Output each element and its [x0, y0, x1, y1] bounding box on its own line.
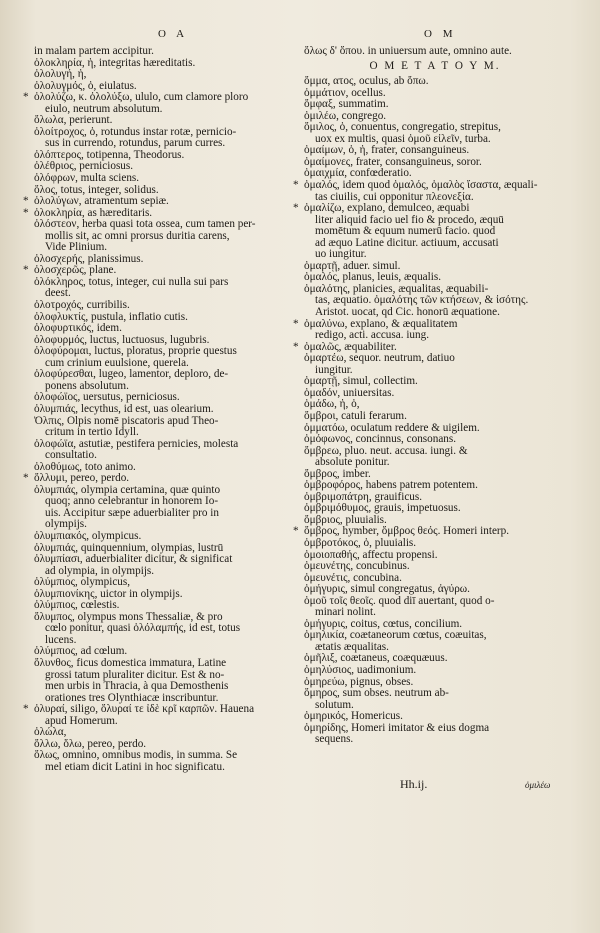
- entry-text: cœlo ponitur, quasi ὁλόλαμπής, id est, totus: [45, 622, 241, 635]
- entry-text: ὁμαλότης, planicies, æqualitas, æquabili-: [304, 282, 489, 295]
- entry-text: ὀλόφρων, multa sciens.: [34, 172, 140, 185]
- entry-text: ὀλυμπιάς, quinquennium, olympias, lustrū: [34, 541, 224, 554]
- asterisk-mark: *: [23, 91, 29, 104]
- entry-text: sus in currendo, rotundus, parum curres.: [45, 137, 226, 150]
- entry-text: ὁμάδω, ἡ, ὁ,: [304, 398, 360, 411]
- entry-text: ὅλως, omnino, omnibus modis, in summa. Se: [34, 749, 238, 762]
- entry-text: men urbis in Thracia, à qua Demosthenis: [45, 680, 229, 693]
- entry-text: ὀλοθύμως, toto animo.: [34, 460, 136, 473]
- entry-text: ὀμβριμοπάτρη, grauificus.: [304, 490, 423, 503]
- entry-text: ὀλοφύρεσθαι, lugeo, lamentor, deploro, de-: [34, 368, 229, 381]
- entry-text: ὀλοσχερής, planissimus.: [34, 252, 144, 265]
- entry-line: [34, 762, 296, 774]
- asterisk-mark: *: [23, 472, 29, 485]
- entry-text: ὀλυμπίασι, aduerbialiter dicitur, & significat: [34, 553, 233, 566]
- entry-text: ad æquo Latine dicitur. actiuum, accusati: [315, 236, 499, 249]
- entry-text: liter aliquid facio uel fio & procedo, æquū: [315, 213, 504, 226]
- entry-text: redigo, acti. accusa. iung.: [315, 329, 430, 342]
- entry-text: mel etiam dicit Latini in hoc significatu.: [45, 760, 225, 773]
- entry-text: ὁμηλικία, coætaneorum cœtus, coæuitas,: [304, 629, 487, 642]
- right-entries: [293, 75, 566, 746]
- catchword: ὀμιλέω: [525, 780, 551, 790]
- entry-text: ὀλοφυρμός, luctus, luctuosus, lugubris.: [34, 333, 210, 346]
- asterisk-mark: *: [293, 317, 299, 330]
- asterisk-mark: *: [23, 703, 29, 716]
- entry-text: ὅμιλος, ὁ, conuentus, congregatio, strepitus,: [304, 121, 501, 134]
- entry-text: ὁμοιοπαθής, affectu propensi.: [304, 548, 438, 561]
- entry-text: ὁμαρτῇ, aduer. simul.: [304, 259, 401, 272]
- entry-text: ὀμβριμόθυμος, grauis, impetuosus.: [304, 502, 461, 515]
- entry-text: ὁμαιχμία, confœderatio.: [304, 167, 412, 180]
- entry-text: ὀλυμπιονίκης, uictor in olympijs.: [34, 587, 183, 600]
- entry-text: ὀλόστεον, herba quasi tota ossea, cum tamen per-: [34, 218, 256, 231]
- entry-text: olympijs.: [45, 518, 87, 531]
- entry-text: ὁμήγυρις, simul congregatus, ἀγύρω.: [304, 583, 470, 596]
- entry-text: ὁμοῦ τοῖς θεοῖς. quod diī auertant, quod o-: [304, 594, 495, 607]
- asterisk-mark: *: [23, 264, 29, 277]
- entry-text: momētum & equum numerū facio. quod: [315, 225, 496, 238]
- section-heading: O M E T A T O Y M.: [369, 59, 501, 72]
- entry-text: orationes tres Olynthiacæ inscribuntur.: [45, 691, 219, 704]
- entry-text: ὀλοκληρία, as hæreditaris.: [34, 206, 153, 219]
- entry-text: ὁμῆλιξ, coætaneus, coæquæuus.: [304, 652, 448, 665]
- entry-text: deest.: [45, 287, 71, 300]
- entry-text: ὄμφαξ, summatim.: [304, 98, 389, 111]
- entry-text: uo iungitur.: [315, 248, 367, 261]
- entry-text: ὄμβρος, imber.: [304, 467, 371, 480]
- entry-text: consultatio.: [45, 449, 97, 462]
- entry-text: ὁμαδόν, uniuersitas.: [304, 386, 395, 399]
- entry-text: ὄλλυμι, pereo, perdo.: [34, 472, 130, 485]
- entry-text: cum crinium euulsione, querela.: [45, 356, 189, 369]
- entry-text: ὁμαλῶς, æquabiliter.: [304, 340, 397, 353]
- entry-text: ὁμαλός, idem quod ὁμαλός, ὁμαλὸς ἴσαστα, æquali-: [304, 179, 538, 192]
- asterisk-mark: *: [293, 525, 299, 538]
- entry-text: ὁμαίμονες, frater, consanguineus, soror.: [304, 155, 482, 168]
- entry-text: tas ciuilis, cui opponitur πλεονεξία.: [315, 190, 474, 203]
- entry-text: solutum.: [315, 698, 354, 711]
- entry-line: [34, 277, 296, 289]
- entry-text: ὁμηρίδης, Homeri imitator & eius dogma: [304, 721, 490, 734]
- entry-text: ὀλοφώϊος, uersutus, perniciosus.: [34, 391, 180, 404]
- entry-text: ὀλόκληρος, totus, integer, cui nulla sui pars: [34, 275, 229, 288]
- entry-text: ὀλολυγμός, ὁ, eiulatus.: [34, 79, 137, 92]
- entry-text: ὀλυμπιάς, lecythus, id est, uas olearium.: [34, 402, 214, 415]
- entry-text: Aristot. uocat, qd Cic. honorū æquatione.: [315, 306, 500, 319]
- entry-text: ὀλύμπιος, ad cœlum.: [34, 645, 128, 658]
- left-column: [23, 45, 296, 773]
- entry-text: ὀλόπτερος, totipenna, Theodorus.: [34, 148, 185, 161]
- entry-text: ὀλοφλυκτίς, pustula, inflatio cutis.: [34, 310, 188, 323]
- entry-text: absolute ponitur.: [315, 456, 390, 469]
- entry-text: Ὀλπις, Olpis nomē piscatoris apud Theo-: [34, 414, 219, 427]
- entry-text: lucens.: [45, 633, 77, 646]
- entry-text: ὄμβριος, pluuialis.: [304, 513, 387, 526]
- entry-text: ὀλολυγή, ἡ,: [34, 68, 87, 81]
- entry-text: ætatis æqualitas.: [315, 640, 389, 653]
- entry-text: ὄλυμπος, olympus mons Thessaliæ, & pro: [34, 610, 223, 623]
- entry-text: ὁμηρεύω, pignus, obses.: [304, 675, 414, 688]
- entry-text: ὀλύμπιος, cœlestis.: [34, 599, 120, 612]
- entry-text: ὄλωλα, perierunt.: [34, 114, 113, 127]
- signature-mark: Hh.ij.: [400, 777, 428, 791]
- entry-text: ὁμαρτῇ, simul, collectim.: [304, 375, 418, 388]
- entry-text: ὁμευνέτης, concubinus.: [304, 560, 410, 573]
- entry-text: ὄμμα, ατος, oculus, ab ὄπω.: [304, 75, 429, 88]
- entry-text: ὀλυμπιάς, olympia certamina, quæ quinto: [34, 483, 221, 496]
- entry-text: ὀμματόω, oculatum reddere & uigilem.: [304, 421, 480, 434]
- entry-text: uox ex multis, quasi ὁμοῦ εἰλεῖν, turba.: [315, 132, 491, 145]
- entry-text: grossi tatum pluraliter dicitur. Est & no-: [45, 668, 225, 681]
- entry-line: [34, 716, 296, 728]
- right-column: [293, 45, 566, 746]
- entry-text: ὀλολύγων, atramentum sepiæ.: [34, 195, 169, 208]
- right-column-top-line: ὅλως δ' ὅπου. in uniuersum aute, omnino aute.: [304, 45, 512, 57]
- entry-text: ὀλοφύρομαι, luctus, ploratus, proprie questus: [34, 345, 237, 358]
- left-running-header: O A: [158, 28, 189, 40]
- entry-text: ὄμβρεω, pluo. neut. accusa. iungi. &: [304, 444, 468, 457]
- entry-line: [304, 734, 566, 746]
- entry-text: ὁμηρικός, Homericus.: [304, 710, 403, 723]
- entry-text: ὄλλω, ὅλω, pereo, perdo.: [34, 737, 147, 750]
- entry-text: ὁμαλός, planus, leuis, æqualis.: [304, 271, 442, 284]
- entry-text: ὅλος, totus, integer, solidus.: [34, 183, 159, 196]
- entry-text: ὄμβρος, hymber, ὄμβρος θεός. Homeri interp.: [304, 525, 510, 538]
- entry-text: ὀμβροτόκος, ὁ, pluuialis.: [304, 536, 417, 549]
- entry-text: ὀλοτροχός, curribilis.: [34, 299, 130, 312]
- entry-text: ὄμβροι, catuli ferarum.: [304, 409, 407, 422]
- asterisk-mark: *: [293, 202, 299, 215]
- entry-text: ὀλώλα,: [34, 726, 67, 739]
- entry-text: ponens absolutum.: [45, 379, 129, 392]
- entry-text: ὀλοφυρτικός, idem.: [34, 322, 122, 335]
- entry-text: ὁμαίμων, ὁ, ἡ, frater, consanguineus.: [304, 144, 470, 157]
- entry-text: mollis sit, ac omni prorsus duritia carens,: [45, 229, 230, 242]
- entry-text: ὀλέθριος, perniciosus.: [34, 160, 134, 173]
- entry-text: ὀλοσχερῶς, plane.: [34, 264, 117, 277]
- entry-text: ὀλύμπιος, olympicus,: [34, 576, 131, 589]
- entry-text: quoq; anno celebrantur in honorem Io-: [45, 495, 219, 508]
- entry-text: ὄλυνθος, ficus domestica immatura, Latine: [34, 656, 227, 669]
- asterisk-mark: *: [23, 206, 29, 219]
- entry-text: uis. Accipitur sæpe aduerbialiter pro in: [45, 506, 219, 519]
- entry-text: ὁμαλίζω, explano, demulceo, æquabi: [304, 202, 470, 215]
- entry-text: ὁμόφωνος, concinnus, consonans.: [304, 433, 457, 446]
- entry-text: ὀμμάτιον, ocellus.: [304, 86, 386, 99]
- entry-text: sequens.: [315, 733, 354, 746]
- entry-text: ὀλυμπιακός, olympicus.: [34, 529, 142, 542]
- asterisk-mark: *: [23, 195, 29, 208]
- entry-text: ὁμήγυρις, coitus, cœtus, concilium.: [304, 617, 463, 630]
- entry-text: ὀμβροφόρος, habens patrem potentem.: [304, 479, 478, 492]
- entry-text: apud Homerum.: [45, 714, 118, 727]
- entry-text: ad olympia, in olympijs.: [45, 564, 155, 577]
- entry-text: ὀλοφώϊα, astutiæ, pestifera pernicies, molesta: [34, 437, 239, 450]
- entry-text: in malam partem accipitur.: [34, 45, 154, 57]
- entry-text: ὀλοίτροχος, ὁ, rotundus instar rotæ, pernicio-: [34, 125, 237, 138]
- entry-text: eiulo, neutrum absolutum.: [45, 102, 163, 115]
- asterisk-mark: *: [293, 179, 299, 192]
- right-running-header: O M: [424, 28, 457, 40]
- entry-text: ὅμηρος, sum obses. neutrum ab-: [304, 687, 449, 700]
- entry-text: ὀλυραί, siligo, ὅλυραί τε ἰδὲ κρῖ καρπῶν. Hauena: [34, 703, 255, 716]
- entry-text: ὁμιλέω, congrego.: [304, 109, 387, 122]
- asterisk-mark: *: [293, 340, 299, 353]
- entry-text: minari nolint.: [315, 606, 376, 619]
- entry-text: ὁμηλύσιος, uadimonium.: [304, 663, 417, 676]
- entry-text: ὁμαλύνω, explano, & æqualitatem: [304, 317, 458, 330]
- entry-text: iungitur.: [315, 363, 353, 376]
- entry-text: ὁμαρτέω, sequor. neutrum, datiuo: [304, 352, 455, 365]
- entry-text: ὁμευνέτις, concubina.: [304, 571, 402, 584]
- entry-text: Vide Plinium.: [45, 241, 108, 254]
- entry-text: critum in tertio Idyll.: [45, 426, 139, 439]
- entry-text: ὀλοκληρία, ἡ, integritas hæreditatis.: [34, 56, 196, 69]
- entry-text: tas, æquatio. ὁμαλότης τῶν κτήσεων, & ἰσότης.: [315, 294, 529, 307]
- entry-text: ὀλολύζω, κ. ὀλολύξω, ululo, cum clamore ploro: [34, 91, 249, 104]
